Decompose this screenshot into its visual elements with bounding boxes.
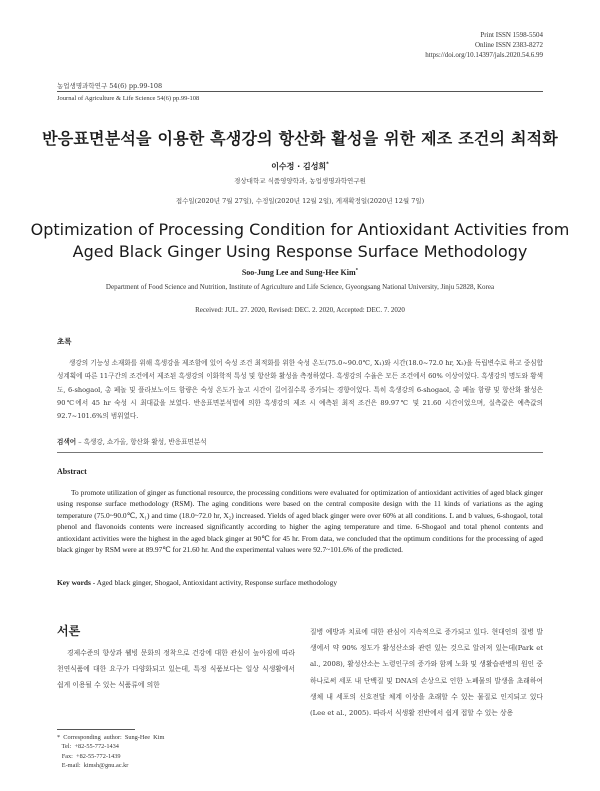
header-divider xyxy=(57,91,543,92)
korean-corresponding-mark: * xyxy=(326,161,329,168)
print-issn: Print ISSN 1598-5504 xyxy=(480,31,543,39)
korean-authors xyxy=(0,161,600,172)
footnote-divider xyxy=(57,729,135,730)
korean-journal-ref: 농업생명과학연구 54(6) pp.99-108 xyxy=(57,82,163,90)
korean-affiliation: 경상대학교 식품영양학과, 농업생명과학연구원 xyxy=(234,177,366,185)
footnote-author: * Corresponding author: Sung-Hee Kim xyxy=(57,734,165,741)
english-title-line1: Optimization of Processing Condition for Antioxidant Activities from xyxy=(30,220,570,239)
introduction-heading: 서론 xyxy=(57,624,81,638)
korean-title: 반응표면분석을 이용한 흑생강의 항산화 활성을 위한 제조 조건의 최적화 xyxy=(42,129,558,148)
english-abstract-body: To promote utilization of ginger as functional resource, the processing conditions were evaluated for optimization of antioxidant activities of aged black ginger using response surface methodology (RSM). The aging conditions were based on the central composite design with the 11 kinds of variations as the aging temperature (75.0~90.0℃, X₁) and time (18.0~72.0 hr, X₂) increased. Yields of aged black ginger were over 60% at all conditions. L and b values, 6-shogaol, total phenol and flavonoids contents were increased significantly according to higher the aging temperature and time. 6-Shogaol and total phenol contents and antioxidant activities were the highest in the aged black ginger at 90℃ for 45 hr. From data, we concluded that the optimum conditions for the processing of aged black ginger by RSM were at 89.97℃ for 21.60 hr. And the experimental values were 92.7~101.6% of the predicted. xyxy=(57,488,543,555)
english-authors xyxy=(0,268,600,277)
korean-abstract-heading: 초록 xyxy=(57,337,72,346)
english-keywords xyxy=(57,578,337,587)
korean-author-names: 이수정 · 김성희 xyxy=(271,162,327,171)
abstract-divider xyxy=(57,452,543,453)
english-dates: Received: JUL. 27. 2020, Revised: DEC. 2. 2020, Accepted: DEC. 7. 2020 xyxy=(195,306,405,314)
english-journal-ref: Journal of Agriculture & Life Science 54(6) pp.99-108 xyxy=(57,95,200,102)
footnote-fax: Fax: +82-55-772-1439 xyxy=(57,752,121,760)
english-abstract-heading: Abstract xyxy=(57,467,87,476)
english-keywords-list: - Aged black ginger, Shogaol, Antioxidant activity, Response surface methodology xyxy=(90,578,338,587)
korean-keywords-list: – 흑생강, 쇼가올, 항산화 활성, 반응표면분석 xyxy=(76,438,207,446)
korean-dates: 접수일(2020년 7월 27일), 수정일(2020년 12월 2일), 게재확정일(2020년 12월 7일) xyxy=(175,197,425,205)
korean-abstract-body: 생강의 기능성 소재화를 위해 흑생강을 제조함에 있어 숙성 조건 최적화를 위한 숙성 온도(75.0~90.0℃, X₁)와 시간(18.0~72.0 hr, X₂)을 독립변수로 하고 중심합성계획에 따른 11구간의 조건에서 제조된 흑생강의 이화학적 특성 및 항산화 활성을 측정하였다. 흑생강의 수율은 모든 조건에서 60% 이상이었다. 흑생강의 명도와 황색도, 6-shogaol, 총 페놀 및 플라보노이드 함량은 숙성 온도가 높고 시간이 길어질수록 증가되는 경향이었다. 특히 흑생강의 6-shogaol, 총 페놀 함량 및 항산화 활성은 90℃에서 45 hr 숙성 시 최대값을 보였다. 반응표면분석법에 의한 흑생강의 제조 시 예측된 최적 조건은 89.97℃ 및 21.60 시간이었으며, 실측값은 예측값의 92.7~101.6%의 범위였다. xyxy=(57,359,543,421)
corresponding-author-footnote xyxy=(57,733,164,770)
introduction-left-column: 경제수준의 향상과 웰빙 문화의 정착으로 건강에 대한 관심이 높아짐에 따라 천연식품에 대한 요구가 다양화되고 있는데, 특정 식품보다는 일상 식생활에서 쉽게 이용될 수 있는 식품류에 의한 xyxy=(57,649,295,690)
english-title xyxy=(0,219,600,263)
issn-block xyxy=(425,30,543,60)
english-author-names: Soo-Jung Lee and Sung-Hee Kim xyxy=(241,268,356,277)
footnote-tel: Tel: +82-55-772-1434 xyxy=(57,743,119,751)
english-title-line2: Aged Black Ginger Using Response Surface Methodology xyxy=(72,242,528,261)
online-issn: Online ISSN 2383-8272 xyxy=(474,41,543,49)
english-affiliation: Department of Food Science and Nutrition, Institute of Agriculture and Life Science, Gyeongsang National University, Jinju 52828, Korea xyxy=(105,283,495,291)
korean-keywords-label: 검색어 xyxy=(57,438,77,446)
doi-link[interactable]: https://doi.org/10.14397/jals.2020.54.6.99 xyxy=(425,51,543,59)
english-corresponding-mark: * xyxy=(355,268,359,274)
english-keywords-label: Key words xyxy=(57,578,91,587)
introduction-right-column: 질병 예방과 치료에 대한 관심이 지속적으로 증가되고 있다. 현대인의 질병 발생에서 약 90% 정도가 활성산소와 관련 있는 것으로 알려져 있는데(Park et al., 2008), 활성산소는 노령인구의 증가와 함께 노화 및 생활습관병의 원인 중 하나로써 세포 내 단백질 및 DNA의 손상으로 인한 노폐물의 발생을 초래하여 생체 내 세포의 신호전달 체계 이상을 초래할 수 있는 물질로 인지되고 있다(Lee et al., 2005). 따라서 식생활 전반에서 쉽게 접할 수 있는 상용 xyxy=(310,628,543,718)
footnote-email[interactable]: E-mail: kimsh@gnu.ac.kr xyxy=(57,761,129,769)
korean-keywords xyxy=(57,436,207,446)
